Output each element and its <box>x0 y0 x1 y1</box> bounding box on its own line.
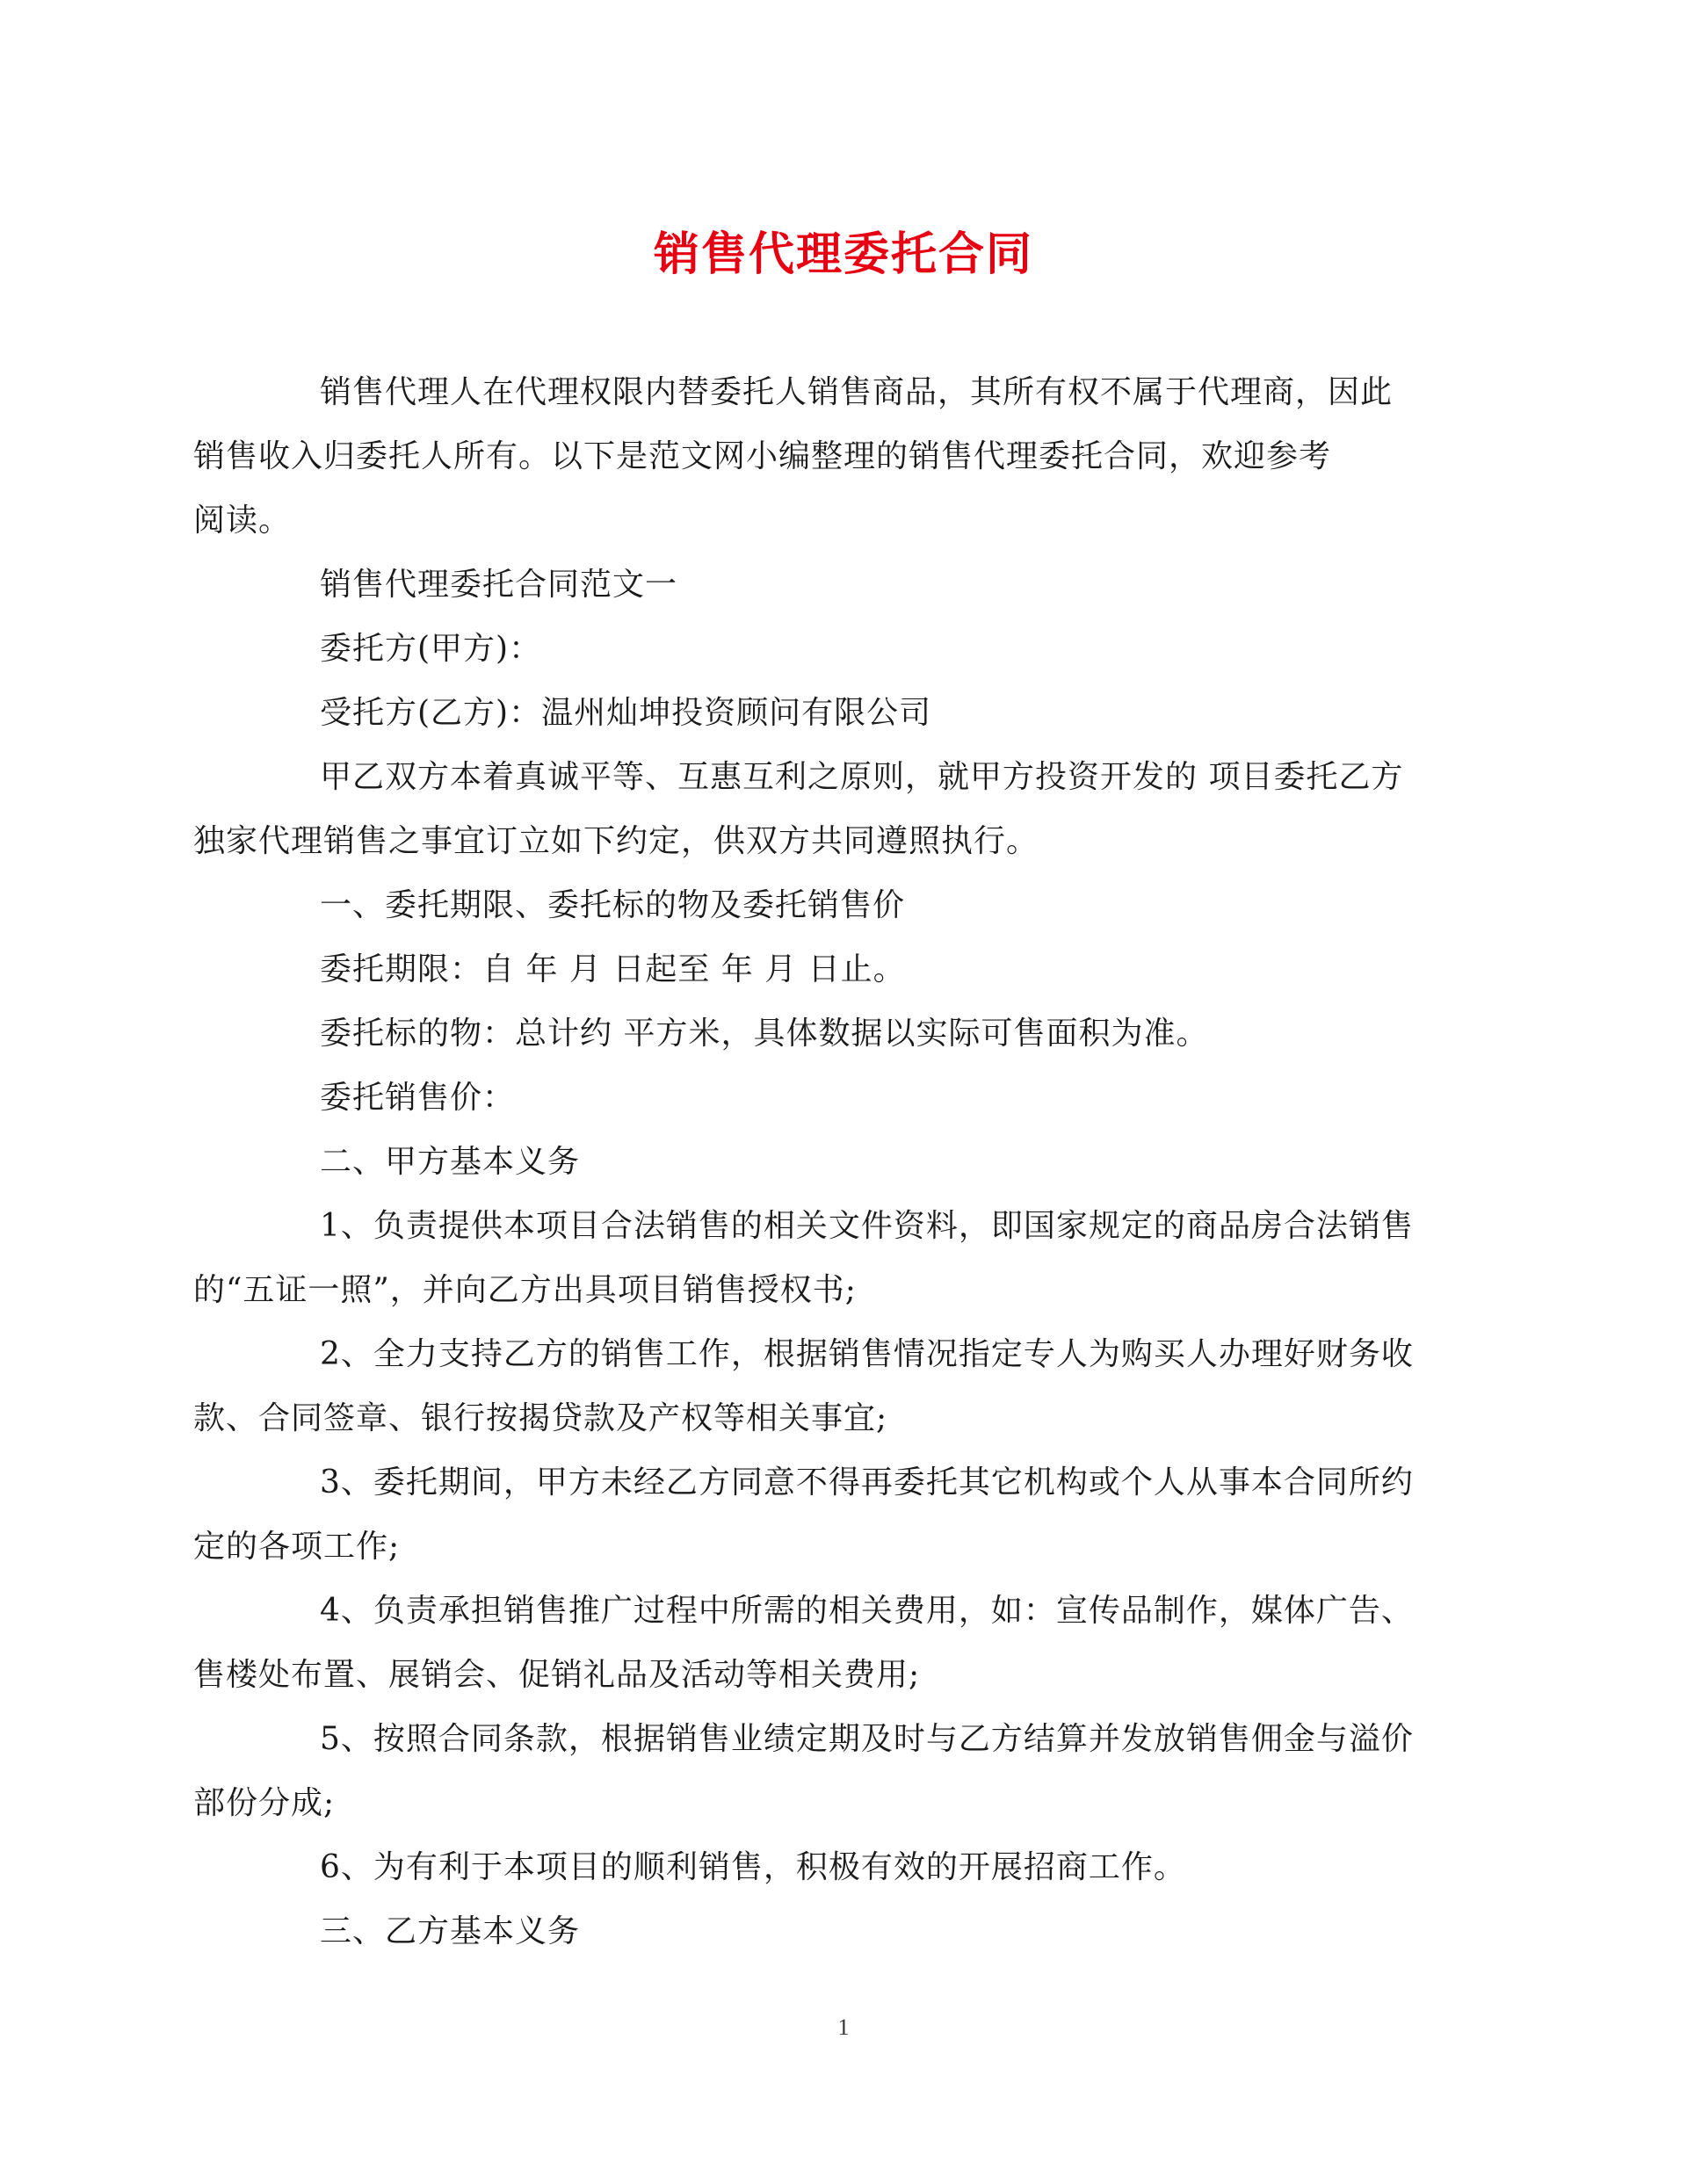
paragraph <box>257 681 1430 745</box>
paragraph-line: 销售代理人在代理权限内替委托人销售商品，其所有权不属于代理商，因此 <box>320 374 1394 410</box>
paragraph-line: 4、负责承担销售推广过程中所需的相关费用，如：宣传品制作，媒体广告、 <box>320 1593 1414 1629</box>
paragraph <box>193 1450 1430 1579</box>
paragraph-line: 阅读。 <box>193 503 292 539</box>
paragraph-line: 委托期限：自 年 月 日起至 年 月 日止。 <box>320 951 906 987</box>
paragraph <box>193 1579 1430 1707</box>
paragraph-line: 1、负责提供本项目合法销售的相关文件资料，即国家规定的商品房合法销售 <box>320 1208 1414 1244</box>
paragraph <box>257 1066 1430 1130</box>
paragraph-line: 一、委托期限、委托标的物及委托销售价 <box>320 887 906 923</box>
paragraph <box>257 617 1430 681</box>
paragraph <box>257 873 1430 937</box>
paragraph <box>193 1707 1430 1835</box>
paragraph-line: 受托方(乙方)：温州灿坤投资顾问有限公司 <box>320 695 932 731</box>
paragraph <box>193 745 1430 873</box>
paragraph <box>257 1002 1430 1066</box>
paragraph-line: 2、全力支持乙方的销售工作，根据销售情况指定专人为购买人办理好财务收 <box>320 1336 1414 1372</box>
paragraph-line: 委托销售价： <box>320 1080 516 1116</box>
paragraph-line: 二、甲方基本义务 <box>320 1144 581 1180</box>
paragraph <box>193 1194 1430 1322</box>
paragraph-line: 委托方(甲方)： <box>320 631 542 667</box>
paragraph-line: 5、按照合同条款，根据销售业绩定期及时与乙方结算并发放销售佣金与溢价 <box>320 1721 1414 1757</box>
paragraph <box>257 1899 1430 1963</box>
paragraph <box>193 360 1430 553</box>
paragraph-line: 部份分成; <box>193 1785 336 1821</box>
document-title: 销售代理委托合同 <box>653 228 1033 281</box>
paragraph-line: 款、合同签章、银行按揭贷款及产权等相关事宜; <box>193 1400 888 1436</box>
paragraph-line: 委托标的物：总计约 平方米，具体数据以实际可售面积为准。 <box>320 1016 1209 1052</box>
paragraph-line: 6、为有利于本项目的顺利销售，积极有效的开展招商工作。 <box>320 1849 1186 1885</box>
paragraph <box>257 1130 1430 1194</box>
paragraph-line: 定的各项工作; <box>193 1529 401 1565</box>
paragraph-line: 3、委托期间，甲方未经乙方同意不得再委托其它机构或个人从事本合同所约 <box>320 1464 1414 1501</box>
paragraph <box>257 553 1430 617</box>
paragraph-line: 独家代理销售之事宜订立如下约定，供双方共同遵照执行。 <box>193 823 1039 859</box>
paragraph <box>257 1835 1430 1899</box>
paragraph-line: 销售代理委托合同范文一 <box>320 567 678 603</box>
paragraph <box>257 937 1430 1002</box>
paragraph <box>193 1322 1430 1450</box>
paragraph-line: 甲乙双方本着真诚平等、互惠互利之原则，就甲方投资开发的 项目委托乙方 <box>320 759 1404 795</box>
paragraph-line: 售楼处布置、展销会、促销礼品及活动等相关费用; <box>193 1657 921 1693</box>
paragraph-line: 三、乙方基本义务 <box>320 1913 581 1949</box>
paragraph-line: 销售收入归委托人所有。以下是范文网小编整理的销售代理委托合同，欢迎参考 <box>193 438 1332 474</box>
document-body <box>193 360 1430 1963</box>
page-number: 1 <box>837 2014 850 2040</box>
paragraph-line: 的“五证一照”，并向乙方出具项目销售授权书; <box>193 1272 857 1308</box>
